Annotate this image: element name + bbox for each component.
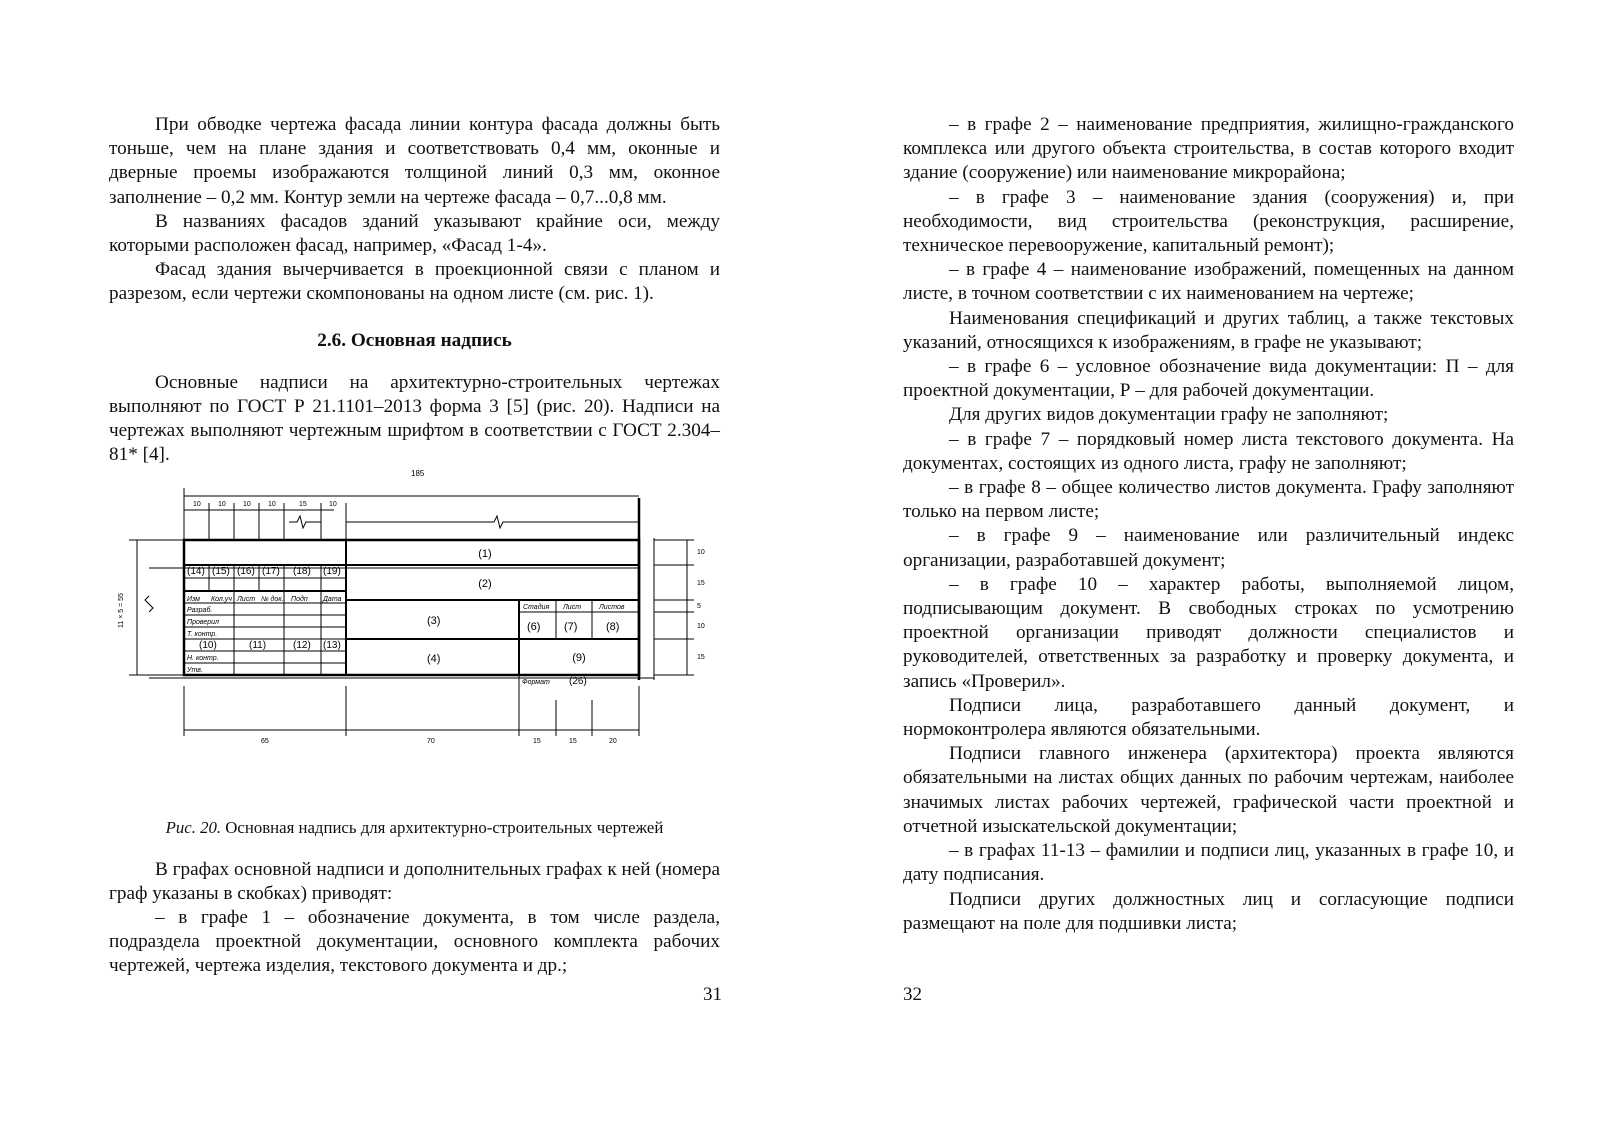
cell-4: (4) bbox=[427, 652, 441, 665]
paragraph: Подписи главного инженера (архитектора) проекта являются обязательными на листах общих данных по рабочим чертежам, наиболее значимых листах рабочих чертежей, графической части проектной и отчетной изыскательской документации; bbox=[903, 743, 1514, 837]
dim-top: 10 bbox=[193, 500, 201, 508]
cell-7: (7) bbox=[564, 620, 578, 633]
row-label: Утв. bbox=[187, 666, 203, 674]
figure-caption bbox=[109, 818, 720, 838]
format-label: Формат bbox=[522, 678, 550, 686]
left-page bbox=[109, 113, 720, 979]
cell-row10: (10) bbox=[199, 639, 217, 651]
dim-right: 15 bbox=[697, 579, 705, 587]
cell-top: (19) bbox=[323, 565, 341, 577]
paragraph: В названиях фасадов зданий указывают крайние оси, между которыми расположен фасад, например, «Фасад 1-4». bbox=[109, 210, 720, 257]
cell-row10: (13) bbox=[323, 639, 341, 651]
paragraph: – в графе 3 – наименование здания (сооружения) и, при необходимости, вид строительства (реконструкция, расширение, техническое перевооружение, капитальный ремонт); bbox=[903, 186, 1514, 257]
paragraph: – в графе 9 – наименование или различительный индекс организации, разработавшей документ; bbox=[903, 525, 1514, 571]
paragraph: При обводке чертежа фасада линии контура фасада должны быть тоньше, чем на плане здания и соответствовать 0,4 мм, оконные и дверные проемы изображаются толщиной линий 0,3 мм, оконное заполнение – 0,2 мм. Контур земли на чертеже фасада – 0,7...0,8 мм. bbox=[109, 114, 720, 208]
row-label: Разраб. bbox=[187, 606, 213, 614]
paragraph: Наименования спецификаций и других таблиц, а также текстовых указаний, относящихся к изображениям, в графе не указывают; bbox=[903, 307, 1514, 353]
paragraph: – в графе 10 – характер работы, выполняемой лицом, подписывающим документ. В свободных строках по усмотрению проектной организации приводят должности специалистов и руководителей, ответственных за разработку и проверку документа, и запись «Проверил». bbox=[903, 573, 1514, 692]
caption-prefix: Рис. 20. bbox=[165, 817, 222, 837]
row-label: Н. контр. bbox=[187, 654, 219, 662]
dim-bottom: 70 bbox=[427, 737, 435, 745]
header-cell: № док. bbox=[261, 595, 284, 603]
cell-top: (15) bbox=[212, 565, 230, 577]
cell-top: (16) bbox=[237, 565, 255, 577]
paragraph: Подписи других должностных лиц и согласующие подписи размещают на поле для подшивки листа; bbox=[903, 888, 1514, 934]
paragraph: Основные надписи на архитектурно-строительных чертежах выполняют по ГОСТ Р 21.1101–2013 форма 3 [5] (рис. 20). Надписи на чертежах выполняют чертежным шрифтом в соответствии с ГОСТ 2.304–81* [4]. bbox=[109, 371, 720, 466]
section-heading: 2.6. Основная надпись bbox=[317, 329, 512, 351]
header-cell: Кол.уч bbox=[211, 595, 232, 603]
dim-top: 10 bbox=[243, 500, 251, 508]
dim-right: 10 bbox=[697, 622, 705, 630]
dim-top: 15 bbox=[299, 500, 307, 508]
dim-right: 10 bbox=[697, 548, 705, 556]
cell-1: (1) bbox=[478, 547, 492, 560]
paragraph: Фасад здания вычерчивается в проекционной связи с планом и разрезом, если чертежи скомпонованы на одном листе (см. рис. 1). bbox=[109, 259, 720, 305]
stage-header: Листов bbox=[599, 603, 625, 611]
caption-text: Основная надпись для архитектурно-строительных чертежей bbox=[221, 817, 664, 837]
dim-bottom: 15 bbox=[569, 737, 577, 745]
title-block-drawing bbox=[109, 468, 720, 818]
cell-9: (9) bbox=[572, 651, 586, 664]
cell-row10: (12) bbox=[293, 639, 311, 651]
cell-top: (18) bbox=[293, 565, 311, 577]
paragraph: – в графе 7 – порядковый номер листа текстового документа. На документах, состоящих из одного листа, графу не заполняют; bbox=[903, 428, 1514, 474]
paragraph: – в графах 11-13 – фамилии и подписи лиц, указанных в графе 10, и дату подписания. bbox=[903, 840, 1514, 886]
right-page bbox=[903, 113, 1514, 936]
row-label: Т. контр. bbox=[187, 630, 218, 638]
dim-top: 10 bbox=[329, 500, 337, 508]
cell-6: (6) bbox=[527, 620, 541, 633]
stage-header: Стадия bbox=[523, 603, 550, 611]
paragraph: Подписи лица, разработавшего данный документ, и нормоконтролера являются обязательными. bbox=[903, 694, 1514, 741]
row-label: Проверил bbox=[187, 618, 219, 626]
dim-bottom: 20 bbox=[609, 737, 617, 745]
paragraph: – в графе 6 – условное обозначение вида документации: П – для проектной документации, Р – для рабочей документации. bbox=[903, 356, 1514, 402]
header-cell: Подп bbox=[291, 595, 308, 603]
paragraph: Для других видов документации графу не заполняют; bbox=[949, 404, 1389, 426]
cell-8: (8) bbox=[606, 620, 620, 633]
dim-left: 11 × 5 = 55 bbox=[118, 592, 125, 628]
paragraph: В графах основной надписи и дополнительных графах к ней (номера граф указаны в скобках) приводят: bbox=[109, 858, 720, 904]
cell-2: (2) bbox=[478, 577, 492, 590]
paragraph: – в графе 1 – обозначение документа, в том числе раздела, подраздела проектной документации, основного комплекта рабочих чертежей, чертежа изделия, текстового документа и др.; bbox=[109, 907, 720, 977]
title-block-figure bbox=[109, 468, 720, 818]
header-cell: Изм bbox=[187, 595, 200, 603]
cell-top: (17) bbox=[262, 565, 280, 577]
dim-top: 10 bbox=[218, 500, 226, 508]
page-number: 31 bbox=[703, 984, 722, 1005]
cell-3: (3) bbox=[427, 614, 441, 627]
dim-bottom: 15 bbox=[533, 737, 541, 745]
header-cell: Лист bbox=[237, 595, 256, 603]
cell-26: (26) bbox=[569, 675, 587, 687]
dim-total: 185 bbox=[411, 468, 425, 478]
header-cell: Дата bbox=[323, 595, 342, 603]
dim-bottom: 65 bbox=[261, 737, 269, 745]
paragraph: – в графе 4 – наименование изображений, помещенных на данном листе, в точном соответствии с их наименованием на чертеже; bbox=[903, 259, 1514, 305]
dim-right: 15 bbox=[697, 653, 705, 661]
paragraph: – в графе 2 – наименование предприятия, жилищно-гражданского комплекса или другого объекта строительства, в состав которого входит здание (сооружение) или наименование микрорайона; bbox=[903, 114, 1514, 184]
cell-top: (14) bbox=[187, 565, 205, 577]
dim-top: 10 bbox=[268, 500, 276, 508]
stage-header: Лист bbox=[563, 603, 582, 611]
page-number: 32 bbox=[903, 984, 922, 1005]
dim-right: 5 bbox=[697, 602, 701, 610]
cell-row10: (11) bbox=[249, 639, 267, 651]
paragraph: – в графе 8 – общее количество листов документа. Графу заполняют только на первом листе; bbox=[903, 477, 1514, 523]
